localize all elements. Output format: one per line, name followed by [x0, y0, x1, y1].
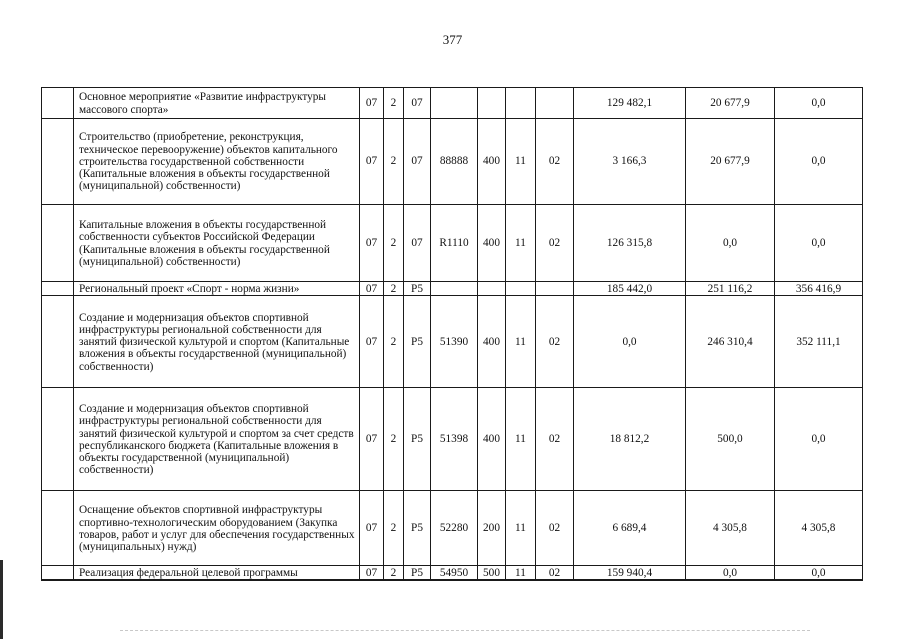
- code-expense-type: 400: [478, 296, 506, 388]
- blank-cell: [42, 296, 74, 388]
- amount-year-2: 0,0: [686, 205, 775, 282]
- row-description: Создание и модернизация объектов спортивной инфраструктуры региональной собственности для занятий физической культурой и спортом за счет средств республиканского бюджета (Капитальные вложения в объекты государственной (муниципальной) собственности): [74, 388, 360, 491]
- row-description: Основное мероприятие «Развитие инфраструктуры массового спорта»: [74, 88, 360, 119]
- code-subprogram: 07: [404, 205, 431, 282]
- amount-year-1: 18 812,2: [574, 388, 686, 491]
- code-section: 07: [360, 388, 384, 491]
- code-subchapter: 02: [536, 205, 574, 282]
- amount-year-1: 126 315,8: [574, 205, 686, 282]
- amount-year-1: 129 482,1: [574, 88, 686, 119]
- code-subprogram: P5: [404, 282, 431, 296]
- code-chapter: 11: [506, 566, 536, 581]
- amount-year-3: 0,0: [775, 388, 863, 491]
- blank-cell: [42, 491, 74, 566]
- code-chapter: 11: [506, 119, 536, 205]
- amount-year-2: 0,0: [686, 566, 775, 581]
- code-subprogram: 07: [404, 119, 431, 205]
- scan-edge-shadow: [0, 560, 3, 639]
- code-subprogram: P5: [404, 566, 431, 581]
- amount-year-2: 20 677,9: [686, 88, 775, 119]
- code-chapter: 11: [506, 491, 536, 566]
- table-row: [42, 491, 863, 566]
- table-row: [42, 566, 863, 581]
- code-section: 07: [360, 296, 384, 388]
- code-program: 2: [384, 566, 404, 581]
- amount-year-2: 4 305,8: [686, 491, 775, 566]
- code-expense-type: 400: [478, 205, 506, 282]
- amount-year-1: 0,0: [574, 296, 686, 388]
- code-chapter: 11: [506, 388, 536, 491]
- code-program: 2: [384, 88, 404, 119]
- row-description: Оснащение объектов спортивной инфраструктуры спортивно-технологическим оборудованием (Закупка товаров, работ и услуг для обеспечения государственных (муниципальных) нужд): [74, 491, 360, 566]
- amount-year-1: 159 940,4: [574, 566, 686, 581]
- code-direction: 52280: [431, 491, 478, 566]
- table-row: [42, 282, 863, 296]
- blank-cell: [42, 88, 74, 119]
- code-subchapter: 02: [536, 119, 574, 205]
- table-row: [42, 388, 863, 491]
- table-row: [42, 119, 863, 205]
- row-description: Реализация федеральной целевой программы: [74, 566, 360, 581]
- scan-artifact-line: [120, 630, 810, 631]
- amount-year-3: 352 111,1: [775, 296, 863, 388]
- code-program: 2: [384, 205, 404, 282]
- code-direction: 88888: [431, 119, 478, 205]
- code-chapter: [506, 88, 536, 119]
- code-section: 07: [360, 566, 384, 581]
- code-subchapter: [536, 88, 574, 119]
- page-number: 377: [442, 32, 463, 47]
- blank-cell: [42, 282, 74, 296]
- amount-year-1: 185 442,0: [574, 282, 686, 296]
- code-expense-type: 400: [478, 388, 506, 491]
- code-subchapter: 02: [536, 491, 574, 566]
- code-program: 2: [384, 491, 404, 566]
- amount-year-2: 246 310,4: [686, 296, 775, 388]
- code-subchapter: [536, 282, 574, 296]
- code-direction: 51398: [431, 388, 478, 491]
- code-subchapter: 02: [536, 566, 574, 581]
- code-subchapter: 02: [536, 388, 574, 491]
- code-subprogram: 07: [404, 88, 431, 119]
- code-subprogram: P5: [404, 388, 431, 491]
- code-subchapter: 02: [536, 296, 574, 388]
- blank-cell: [42, 119, 74, 205]
- table-row: [42, 296, 863, 388]
- code-section: 07: [360, 119, 384, 205]
- row-description: Капитальные вложения в объекты государственной собственности субъектов Российской Федерации (Капитальные вложения в объекты государственной (муниципальной) собственности): [74, 205, 360, 282]
- code-expense-type: [478, 282, 506, 296]
- code-section: 07: [360, 88, 384, 119]
- code-direction: [431, 282, 478, 296]
- amount-year-3: 0,0: [775, 205, 863, 282]
- blank-cell: [42, 388, 74, 491]
- code-direction: 51390: [431, 296, 478, 388]
- blank-cell: [42, 205, 74, 282]
- budget-table: [41, 87, 863, 581]
- code-section: 07: [360, 205, 384, 282]
- code-direction: [431, 88, 478, 119]
- amount-year-3: 0,0: [775, 566, 863, 581]
- amount-year-1: 6 689,4: [574, 491, 686, 566]
- code-expense-type: 200: [478, 491, 506, 566]
- code-program: 2: [384, 119, 404, 205]
- row-description: Региональный проект «Спорт - норма жизни»: [74, 282, 360, 296]
- code-direction: R1110: [431, 205, 478, 282]
- code-expense-type: 500: [478, 566, 506, 581]
- amount-year-3: 4 305,8: [775, 491, 863, 566]
- code-program: 2: [384, 388, 404, 491]
- code-program: 2: [384, 296, 404, 388]
- amount-year-2: 251 116,2: [686, 282, 775, 296]
- amount-year-2: 500,0: [686, 388, 775, 491]
- blank-cell: [42, 566, 74, 581]
- code-program: 2: [384, 282, 404, 296]
- code-subprogram: P5: [404, 491, 431, 566]
- amount-year-3: 0,0: [775, 88, 863, 119]
- code-expense-type: [478, 88, 506, 119]
- row-description: Строительство (приобретение, реконструкция, техническое перевооружение) объектов капитального строительства государственной собственности (Капитальные вложения в объекты государственной (муниципальной) собственности): [74, 119, 360, 205]
- table-row: [42, 205, 863, 282]
- table-row: [42, 88, 863, 119]
- code-direction: 54950: [431, 566, 478, 581]
- code-section: 07: [360, 282, 384, 296]
- code-chapter: 11: [506, 296, 536, 388]
- code-expense-type: 400: [478, 119, 506, 205]
- code-section: 07: [360, 491, 384, 566]
- code-subprogram: P5: [404, 296, 431, 388]
- code-chapter: [506, 282, 536, 296]
- amount-year-3: 0,0: [775, 119, 863, 205]
- amount-year-3: 356 416,9: [775, 282, 863, 296]
- code-chapter: 11: [506, 205, 536, 282]
- amount-year-2: 20 677,9: [686, 119, 775, 205]
- amount-year-1: 3 166,3: [574, 119, 686, 205]
- row-description: Создание и модернизация объектов спортивной инфраструктуры региональной собственности для занятий физической культурой и спортом (Капитальные вложения в объекты государственной (муниципальной) собственности): [74, 296, 360, 388]
